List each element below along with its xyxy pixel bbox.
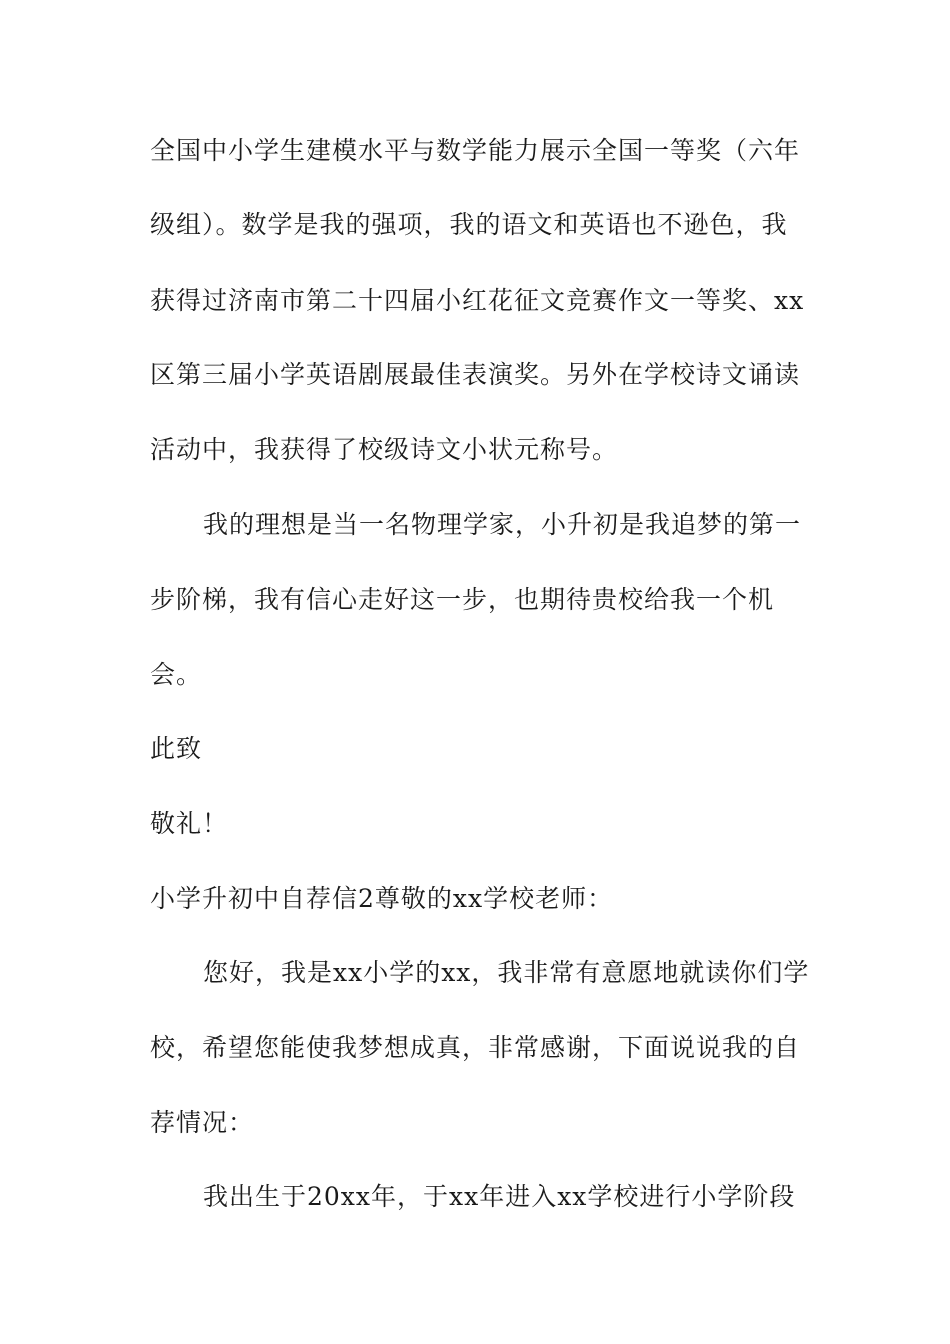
text-line: 获得过济南市第二十四届小红花征文竞赛作文一等奖、xx: [150, 286, 805, 315]
text-line: 区第三届小学英语剧展最佳表演奖。另外在学校诗文诵读: [150, 360, 801, 389]
text-line: 荐情况：: [150, 1108, 255, 1137]
text-line: 步阶梯，我有信心走好这一步，也期待贵校给我一个机: [150, 585, 775, 614]
text-line: 全国中小学生建模水平与数学能力展示全国一等奖（六年: [150, 136, 801, 165]
paragraph-first-line: 我的理想是当一名物理学家，小升初是我追梦的第一: [203, 510, 802, 539]
paragraph-first-line: 您好，我是xx小学的xx，我非常有意愿地就读你们学: [203, 958, 810, 987]
text-line: 校，希望您能使我梦想成真，非常感谢，下面说说我的自: [150, 1033, 801, 1062]
letter-heading: 小学升初中自荐信2尊敬的xx学校老师：: [150, 884, 614, 913]
text-line: 会。: [150, 660, 203, 689]
closing-salutation: 敬礼！: [150, 809, 229, 838]
text-line: 活动中，我获得了校级诗文小状元称号。: [150, 435, 619, 464]
text-line: 级组）。数学是我的强项，我的语文和英语也不逊色，我: [150, 210, 788, 239]
paragraph-first-line: 我出生于20xx年，于xx年进入xx学校进行小学阶段: [203, 1182, 796, 1211]
closing-line: 此致: [150, 734, 203, 763]
